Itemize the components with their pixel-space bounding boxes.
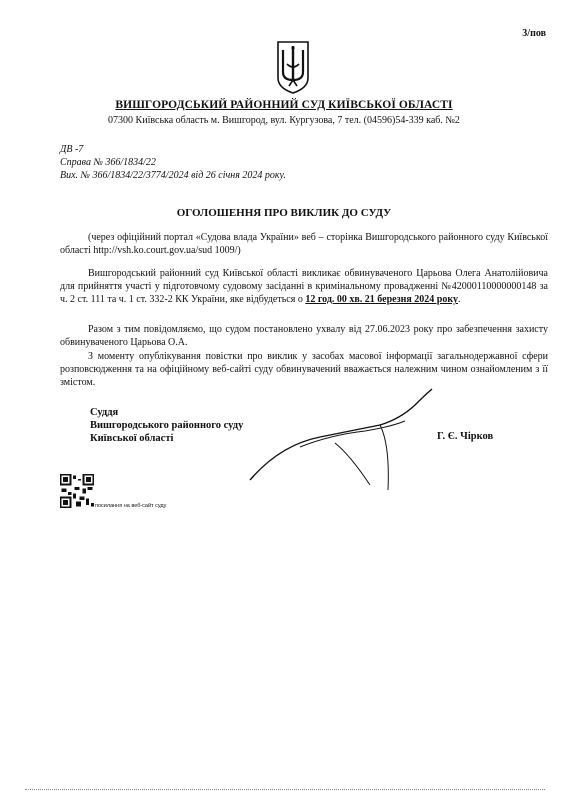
judge-name: Г. Є. Чірков	[437, 431, 494, 442]
ref-line-1: ДВ -7	[60, 144, 84, 155]
summons-paragraph	[60, 267, 548, 306]
document-title: ОГОЛОШЕННЯ ПРО ВИКЛИК ДО СУДУ	[176, 207, 392, 219]
portal-note: (через офіційний портал «Судова влада України» веб – сторінка Вишгородського районного суду Київської області http://vsh.ko.court.gov.ua/sud 1009/)	[60, 232, 548, 256]
page-bottom-border	[25, 789, 545, 791]
judge-title: Суддя	[90, 407, 119, 418]
handwritten-signature	[240, 385, 440, 495]
corner-mark: 3/пов	[522, 28, 546, 39]
publication-paragraph: З моменту опублікування повістки про виклик у засобах масової інформації загальнодержавної сфери розповсюдження та на офіційному веб-сайті суду обвинувачений вважається належним чином ознайомленим з її змістом.	[60, 351, 548, 388]
summons-text: Вишгородський районний суд Київської області викликає обвинуваченого Царьова Олега Анатолійовича для прийняття участі у підготовчому судовому засіданні в кримінальному провадженні №42000110000000148 за ч. 2 ст. 111 та ч. 1 ст. 332-2 КК України, яке відбудеться о	[60, 268, 548, 305]
summons-end: .	[457, 294, 461, 305]
reference-block	[60, 143, 286, 182]
hearing-datetime: 12 год. 00 хв. 21 березня 2024 року	[305, 294, 458, 305]
court-address: 07300 Київська область м. Вишгород, вул. Кургузова, 7 тел. (04596)54-339 каб. №2	[108, 115, 460, 126]
judge-court: Вишгородського районного суду	[90, 420, 244, 431]
outgoing-number: Вих. № 366/1834/22/3774/2024 від 26 січня 2024 року.	[60, 170, 286, 181]
judge-title-block	[90, 406, 243, 445]
qr-caption: посилання на веб-сайт суду	[95, 503, 167, 509]
judge-region: Київської області	[90, 433, 174, 444]
trident-emblem-icon	[275, 40, 311, 94]
defense-paragraph: Разом з тим повідомляємо, що судом постановлено ухвалу від 27.06.2023 року про забезпечення захисту обвинуваченого Царьова О.А.	[60, 324, 548, 348]
qr-code-icon	[60, 474, 94, 508]
case-number: Справа № 366/1834/22	[60, 157, 156, 168]
court-name: ВИШГОРОДСЬКИЙ РАЙОННИЙ СУД КИЇВСЬКОЇ ОБЛАСТІ	[115, 99, 453, 111]
